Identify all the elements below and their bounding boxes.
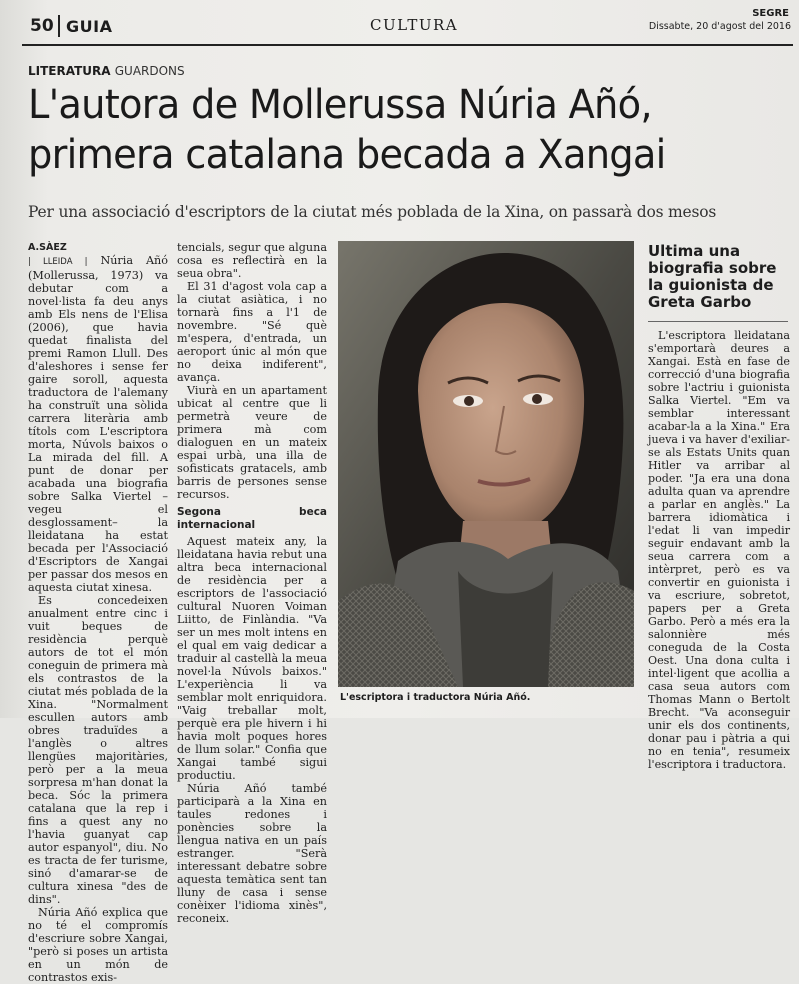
photo-caption: L'escriptora i traductora Núria Añó. <box>340 692 531 703</box>
article-paragraph: Núria Añó també participarà a la Xina en taules redones i ponències sobre la llengua nativa en un país estranger. "Serà interessant debatre sobre aquesta temàtica sent tan lluny de casa i sense conèixer l'idioma xinès", reconeix. <box>177 782 327 925</box>
header-rule <box>22 44 793 46</box>
kicker-subtopic: GUARDONS <box>114 64 185 78</box>
article-paragraph: Núria Añó explica que no té el compromís d'escriure sobre Xangai, "però si poses un artista en un món de contrastos exis- <box>28 906 168 984</box>
headline: L'autora de Mollerussa Núria Añó, primera catalana becada a Xangai <box>28 82 666 178</box>
sidebar-rule <box>648 321 788 322</box>
article-paragraph: | LLEIDA | Núria Añó (Mollerussa, 1973) va debutar com a novel·lista fa deu anys amb Els nens de l'Elisa (2006), que havia quedat finalista del premi Ramon Llull. Des d'aleshores i sense fer gaire soroll, aquesta traductora de l'alemany ha construït una sòlida carrera literària amb títols com L'escriptora morta, Núvols baixos o La mirada del fill. A punt de donar per acabada una biografia sobre Salka Viertel –vegeu el desglossament– la lleidatana ha estat becada per l'Associació d'Escriptors de Xangai per passar dos mesos en aquesta ciutat xinesa. <box>28 254 168 594</box>
sidebar-column <box>648 329 790 771</box>
header-separator <box>58 15 60 37</box>
newspaper-name: SEGRE <box>752 8 789 19</box>
subheadline: Per una associació d'escriptors de la ciutat més poblada de la Xina, on passarà dos mesos <box>28 203 717 221</box>
article-paragraph: Es concedeixen anualment entre cinc i vuit beques de residència perquè autors de tot el món coneguin de primera mà els contrastos de la ciutat més poblada de la Xina. "Normalment escullen autors amb obres traduïdes a l'anglès o altres llengües majoritàries, però per a la meua sorpresa m'han donat la beca. Sóc la primera catalana que la rep i fins a quest any no l'havia guanyat cap autor espanyol", diu. No es tracta de fer turisme, sinó d'amarar-se de cultura xinesa "des de dins". <box>28 594 168 906</box>
article-paragraph: tencials, segur que alguna cosa es reflectirà en la seua obra". <box>177 241 327 280</box>
article-paragraph: El 31 d'agost vola cap a la ciutat asiàtica, i no tornarà fins a l'1 de novembre. "Sé què m'espera, d'entrada, un aeroport únic al món que no deixa indiferent", avança. <box>177 280 327 384</box>
article-column-2 <box>177 241 327 925</box>
kicker-topic: LITERATURA <box>28 64 111 78</box>
sidebar-title: Ultima una biografia sobre la guionista de Greta Garbo <box>648 242 777 311</box>
article-paragraph: Aquest mateix any, la lleidatana havia rebut una altra beca internacional de residència per a escriptors de l'associació cultural Nuoren Voiman Liitto, de Finlàndia. "Va ser un mes molt intens en el qual em vaig dedicar a traduir al castellà la meua novel·la Núvols baixos." L'experiència li va semblar molt enriquidora. "Vaig treballar molt, perquè era ple hivern i hi havia molt poques hores de llum solar." Confia que Xangai també sigui productiu. <box>177 535 327 782</box>
byline-author: A.SÀEZ <box>28 242 67 253</box>
portrait-illustration <box>338 241 634 687</box>
section-title: CULTURA <box>370 16 459 34</box>
issue-date: Dissabte, 20 d'agost del 2016 <box>648 21 791 32</box>
sidebar-paragraph: L'escriptora lleidatana s'emportarà deures a Xangai. Està en fase de correcció d'una biografia sobre l'actriu i guionista Salka Viertel. "Em va semblar interessant acabar-la a la Xina." Era jueva i va haver d'exiliar-se als Estats Units quan Hitler va arribar al poder. "Ja era una dona adulta quan va aprendre a parlar en anglès." La barrera idiomàtica i l'edat li van impedir seguir endavant amb la seua carrera com a intèrpret, però es va convertir en guionista i va escriure, sobretot, papers per a Greta Garbo. Però a més era la salonnière més coneguda de la Costa Oest. Una dona culta i intel·ligent que acollia a casa seua autors com Thomas Mann o Bertolt Brecht. "Va aconseguir unir els dos continents, donar pau i pàtria a qui no en tenia", resumeix l'escriptora i traductora. <box>648 329 790 771</box>
article-column-1 <box>28 241 168 984</box>
byline-location: | LLEIDA | <box>28 257 88 267</box>
article-paragraph: Viurà en un apartament ubicat al centre que li permetrà veure de primera mà com dialoguen en un mateix espai urbà, una illa de sofisticats gratacels, amb barris de persones sense recursos. <box>177 384 327 501</box>
page-number: 50 <box>30 16 54 36</box>
kicker <box>28 64 185 78</box>
article-subhead: Segona beca internacional <box>177 506 327 531</box>
section-label: GUIA <box>66 17 113 36</box>
author-portrait-photo <box>338 241 634 687</box>
